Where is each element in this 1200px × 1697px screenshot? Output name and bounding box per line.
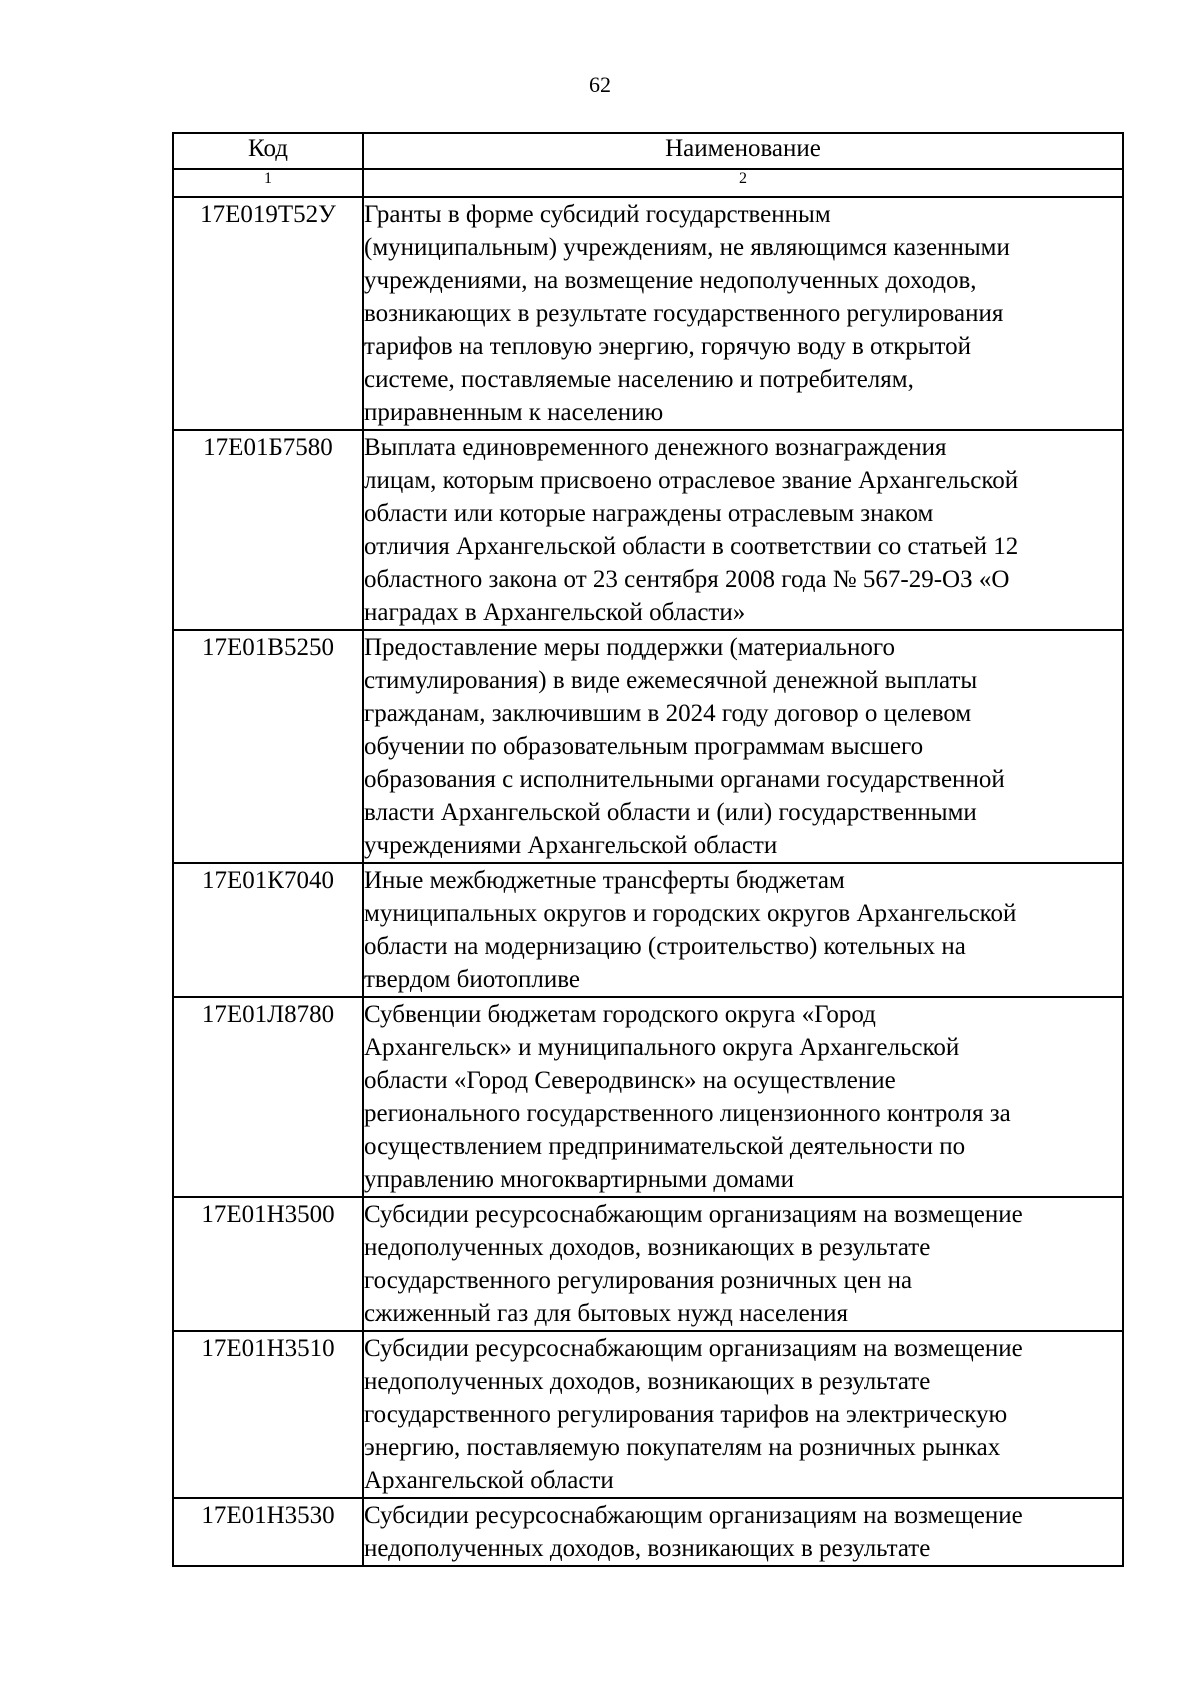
- row-name-line: приравненным к населению: [364, 399, 664, 426]
- table-row: [173, 1197, 1123, 1331]
- row-name-line: Иные межбюджетные трансферты бюджетам: [364, 867, 845, 894]
- row-name: [363, 1498, 1123, 1566]
- row-name-line: управлению многоквартирными домами: [364, 1166, 795, 1193]
- row-code: 17Е01Н3510: [173, 1331, 363, 1498]
- row-name: [363, 997, 1123, 1197]
- header-code: Код: [173, 133, 363, 169]
- page-number: 62: [589, 72, 611, 97]
- row-name-line: Архангельской области: [364, 1467, 614, 1494]
- row-name-line: обучении по образовательным программам высшего: [364, 733, 924, 760]
- budget-codes-table: [172, 132, 1124, 1567]
- row-name: [363, 630, 1123, 863]
- row-name-line: власти Архангельской области и (или) государственными: [364, 799, 977, 826]
- row-name-line: недополученных доходов, возникающих в результате: [364, 1368, 931, 1395]
- table-row: [173, 1498, 1123, 1566]
- row-name-line: осуществлением предпринимательской деятельности по: [364, 1133, 966, 1160]
- row-name-line: Выплата единовременного денежного вознаграждения: [364, 434, 947, 461]
- row-name-line: отличия Архангельской области в соответствии со статьей 12: [364, 533, 1019, 560]
- row-name-line: лицам, которым присвоено отраслевое звание Архангельской: [364, 467, 1019, 494]
- row-name-line: наградах в Архангельской области»: [364, 599, 746, 626]
- row-name-line: области или которые награждены отраслевым знаком: [364, 500, 934, 527]
- table-row: [173, 197, 1123, 430]
- column-number-row: [173, 169, 1123, 197]
- table-row: [173, 430, 1123, 630]
- row-name-line: (муниципальным) учреждениям, не являющимся казенными: [364, 234, 1010, 261]
- row-name-line: Субсидии ресурсоснабжающим организациям на возмещение: [364, 1502, 1023, 1529]
- row-name-line: государственного регулирования розничных цен на: [364, 1267, 913, 1294]
- row-name: [363, 1331, 1123, 1498]
- table-row: [173, 863, 1123, 997]
- row-name-line: учреждениями Архангельской области: [364, 832, 778, 859]
- row-name-line: области на модернизацию (строительство) котельных на: [364, 933, 966, 960]
- header-name: Наименование: [363, 133, 1123, 169]
- row-name-line: гражданам, заключившим в 2024 году договор о целевом: [364, 700, 972, 727]
- row-name-line: областного закона от 23 сентября 2008 года № 567-29-ОЗ «О: [364, 566, 1010, 593]
- row-name-line: области «Город Северодвинск» на осуществление: [364, 1067, 896, 1094]
- row-name: [363, 863, 1123, 997]
- row-name-line: регионального государственного лицензионного контроля за: [364, 1100, 1011, 1127]
- row-name-line: Субсидии ресурсоснабжающим организациям на возмещение: [364, 1335, 1023, 1362]
- row-name: [363, 197, 1123, 430]
- row-name-line: образования с исполнительными органами государственной: [364, 766, 1005, 793]
- table-row: [173, 630, 1123, 863]
- row-name: [363, 430, 1123, 630]
- row-name-line: государственного регулирования тарифов на электрическую: [364, 1401, 1008, 1428]
- row-name-line: недополученных доходов, возникающих в результате: [364, 1535, 931, 1562]
- table-header-row: [173, 133, 1123, 169]
- row-code: 17Е01Н3500: [173, 1197, 363, 1331]
- row-name-line: Предоставление меры поддержки (материального: [364, 634, 895, 661]
- row-name-line: недополученных доходов, возникающих в результате: [364, 1234, 931, 1261]
- row-name-line: твердом биотопливе: [364, 966, 581, 993]
- row-name-line: учреждениями, на возмещение недополученных доходов,: [364, 267, 977, 294]
- table-row: [173, 1331, 1123, 1498]
- row-name-line: Субсидии ресурсоснабжающим организациям на возмещение: [364, 1201, 1023, 1228]
- row-name-line: Архангельск» и муниципального округа Архангельской: [364, 1034, 960, 1061]
- row-code: 17Е01В5250: [173, 630, 363, 863]
- row-name-line: тарифов на тепловую энергию, горячую воду в открытой: [364, 333, 972, 360]
- table-row: [173, 997, 1123, 1197]
- row-name-line: сжиженный газ для бытовых нужд населения: [364, 1300, 848, 1327]
- row-name-line: муниципальных округов и городских округов Архангельской: [364, 900, 1017, 927]
- row-code: 17Е01Л8780: [173, 997, 363, 1197]
- row-name-line: системе, поставляемые населению и потребителям,: [364, 366, 914, 393]
- column-number-code: 1: [173, 169, 363, 197]
- row-code: 17Е01К7040: [173, 863, 363, 997]
- row-code: 17Е01Б7580: [173, 430, 363, 630]
- row-name: [363, 1197, 1123, 1331]
- row-name-line: энергию, поставляемую покупателям на розничных рынках: [364, 1434, 1001, 1461]
- row-name-line: Субвенции бюджетам городского округа «Город: [364, 1001, 876, 1028]
- row-code: 17Е01Н3530: [173, 1498, 363, 1566]
- row-name-line: стимулирования) в виде ежемесячной денежной выплаты: [364, 667, 978, 694]
- row-name-line: Гранты в форме субсидий государственным: [364, 201, 831, 228]
- row-name-line: возникающих в результате государственного регулирования: [364, 300, 1004, 327]
- column-number-name: 2: [363, 169, 1123, 197]
- row-code: 17Е019Т52У: [173, 197, 363, 430]
